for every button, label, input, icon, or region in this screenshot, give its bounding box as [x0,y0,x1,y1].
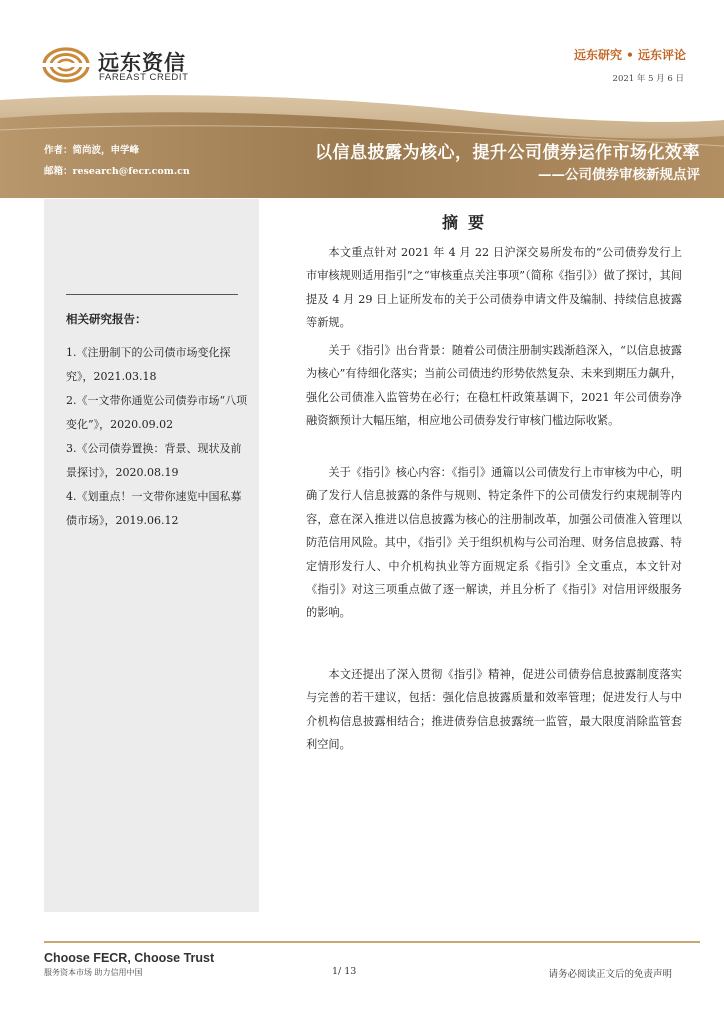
related-report-item[interactable]: 1.《注册制下的公司债市场变化探究》，2021.03.18 [66,346,231,383]
footer-slogan-cn: 服务资本市场 助力信用中国 [44,968,143,977]
abstract-paragraph: 本文重点针对 2021 年 4 月 22 日沪深交易所发布的“公司债券发行上市审核规则适用指引”之“审核重点关注事项”（简称《指引》）做了探讨，其间提及 4 月 29 日上证所发布的关于公司债券申请文件及编制、持续信息披露等新规。 [306,246,682,330]
brand-name-cn: 远东资信 [98,51,186,75]
footer-slogan-en: Choose FECR, Choose Trust [44,951,215,965]
related-report-item[interactable]: 2.《一文带你通览公司债券市场“八项变化”》，2020.09.02 [66,394,248,431]
abstract-paragraph: 本文还提出了深入贯彻《指引》精神，促进公司债券信息披露制度落实与完善的若干建议，包括：强化信息披露质量和效率管理；促进发行人与中介机构信息披露相结合；推进债券信息披露统一监管，最大限度消除监管套利空间。 [306,668,682,752]
footer-divider [44,941,700,943]
email-line: 邮箱：research@fecr.com.cn [44,166,190,177]
report-subtitle: ——公司债券审核新规点评 [538,167,700,183]
author-line: 作者：简尚波，申学峰 [44,145,140,156]
abstract-heading: 摘要 [442,213,495,232]
related-reports-title: 相关研究报告： [66,312,147,326]
related-report-item[interactable]: 4.《划重点！一文带你速览中国私募债市场》，2019.06.12 [66,490,242,527]
related-reports-list [66,341,252,533]
fareast-logo-icon [42,46,90,84]
series-label: 远东研究 • 远东评论 [573,48,686,62]
report-title: 以信息披露为核心，提升公司债券运作市场化效率 [315,143,700,163]
page-number: 1/ 13 [332,966,357,977]
publish-date: 2021 年 5 月 6 日 [612,74,684,84]
related-report-item[interactable]: 3.《公司债券置换：背景、现状及前景探讨》，2020.08.19 [66,442,242,479]
disclaimer-note: 请务必阅读正文后的免责声明 [548,969,672,980]
brand-name-en: FAREAST CREDIT [99,72,189,83]
related-reports-sidebar [44,199,259,912]
abstract-paragraph: 关于《指引》核心内容：《指引》通篇以公司债发行上市审核为中心，明确了发行人信息披露的条件与规则、特定条件下的公司债发行约束规制等内容，意在深入推进以信息披露为核心的注册制改革，加强公司债准入管理以防范信用风险。其中，《指引》关于组织机构与公司治理、财务信息披露、特定情形发行人、中介机构执业等方面规定系《指引》全文重点，本文针对《指引》对这三项重点做了逐一解读，并且分析了《指引》对信用评级服务的影响。 [306,466,682,620]
abstract-paragraph: 关于《指引》出台背景：随着公司债注册制实践渐趋深入，“以信息披露为核心”有待细化落实；当前公司债违约形势依然复杂、未来到期压力飙升，强化公司债准入监管势在必行；在稳杠杆政策基调下，2021 年公司债券净融资额预计大幅压缩，相应地公司债券发行审核门槛边际收紧。 [306,344,682,428]
sidebar-divider [66,294,238,295]
